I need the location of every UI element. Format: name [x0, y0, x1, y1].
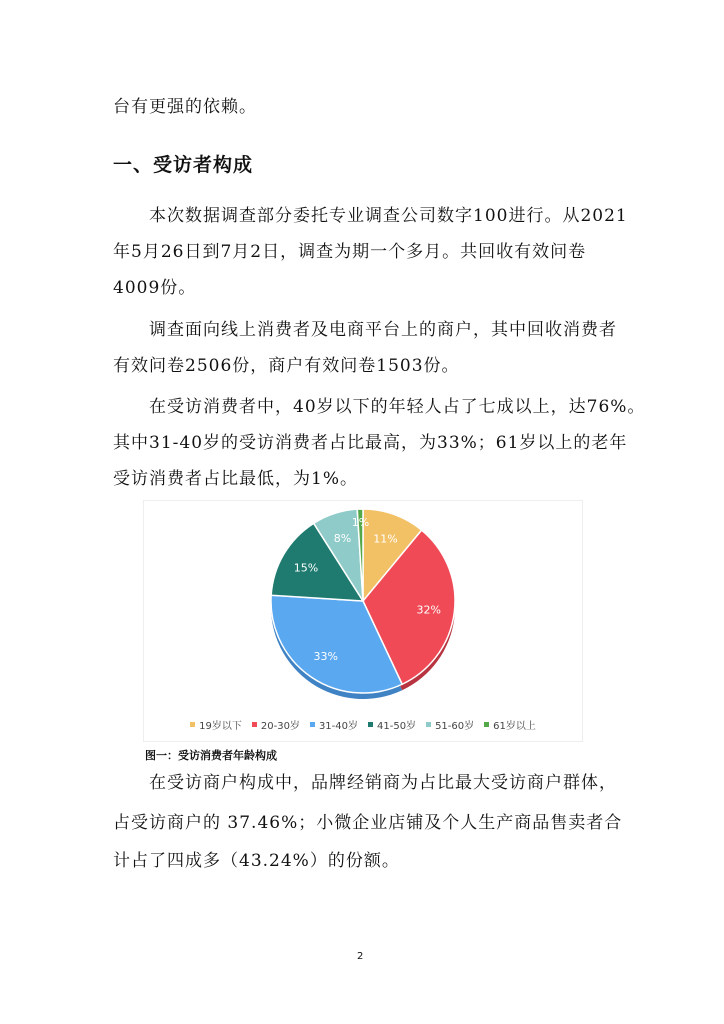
slice-label: 15% [293, 561, 319, 575]
paragraph-line: 占受访商户的 37.46%；小微企业店铺及个人生产商品售卖者合 [113, 813, 623, 833]
pie-chart-canvas [144, 501, 582, 713]
legend-label: 61岁以上 [493, 721, 536, 732]
legend-swatch [252, 722, 257, 727]
legend-swatch [368, 722, 373, 727]
paragraph-line: 其中31-40岁的受访消费者占比最高，为33%；61岁以上的老年 [113, 433, 628, 453]
age-pie-chart [143, 500, 583, 742]
paragraph-line: 本次数据调查部分委托专业调查公司数字100进行。从2021 [113, 206, 628, 226]
chart-legend [144, 717, 582, 732]
legend-label: 19岁以下 [199, 721, 242, 732]
legend-item [484, 717, 536, 732]
legend-item [426, 717, 474, 732]
legend-label: 51-60岁 [435, 721, 475, 732]
legend-item [368, 717, 416, 732]
page-number: 2 [357, 951, 364, 962]
figure-caption: 图一：受访消费者年龄构成 [145, 749, 277, 762]
slice-label: 8% [333, 532, 352, 546]
paragraph-line: 年5月26日到7月2日，调查为期一个多月。共回收有效问卷 [113, 242, 587, 262]
legend-swatch [426, 722, 431, 727]
legend-swatch [484, 722, 489, 727]
paragraph-line: 调查面向线上消费者及电商平台上的商户，其中回收消费者 [113, 320, 617, 340]
section-heading: 一、受访者构成 [113, 154, 254, 176]
slice-label: 11% [373, 532, 398, 546]
paragraph-line: 计占了四成多（43.24%）的份额。 [113, 851, 400, 871]
slice-label: 33% [313, 649, 338, 663]
legend-item [310, 717, 358, 732]
legend-label: 31-40岁 [318, 721, 358, 732]
legend-item [190, 717, 242, 732]
legend-swatch [310, 722, 315, 727]
legend-item [252, 717, 300, 732]
legend-swatch [190, 722, 195, 727]
slice-label: 1% [351, 515, 370, 529]
paragraph-line: 在受访消费者中，40岁以下的年轻人占了七成以上，达76%。 [113, 397, 646, 417]
paragraph-line: 在受访商户构成中，品牌经销商为占比最大受访商户群体， [113, 773, 617, 793]
paragraph-line: 有效问卷2506份，商户有效问卷1503份。 [113, 356, 460, 376]
intro-tail: 台有更强的依赖。 [113, 97, 257, 117]
legend-label: 41-50岁 [377, 721, 417, 732]
slice-label: 32% [416, 603, 441, 617]
paragraph-line: 4009份。 [113, 278, 197, 298]
legend-label: 20-30岁 [260, 721, 300, 732]
paragraph-line: 受访消费者占比最低，为1%。 [113, 469, 358, 489]
